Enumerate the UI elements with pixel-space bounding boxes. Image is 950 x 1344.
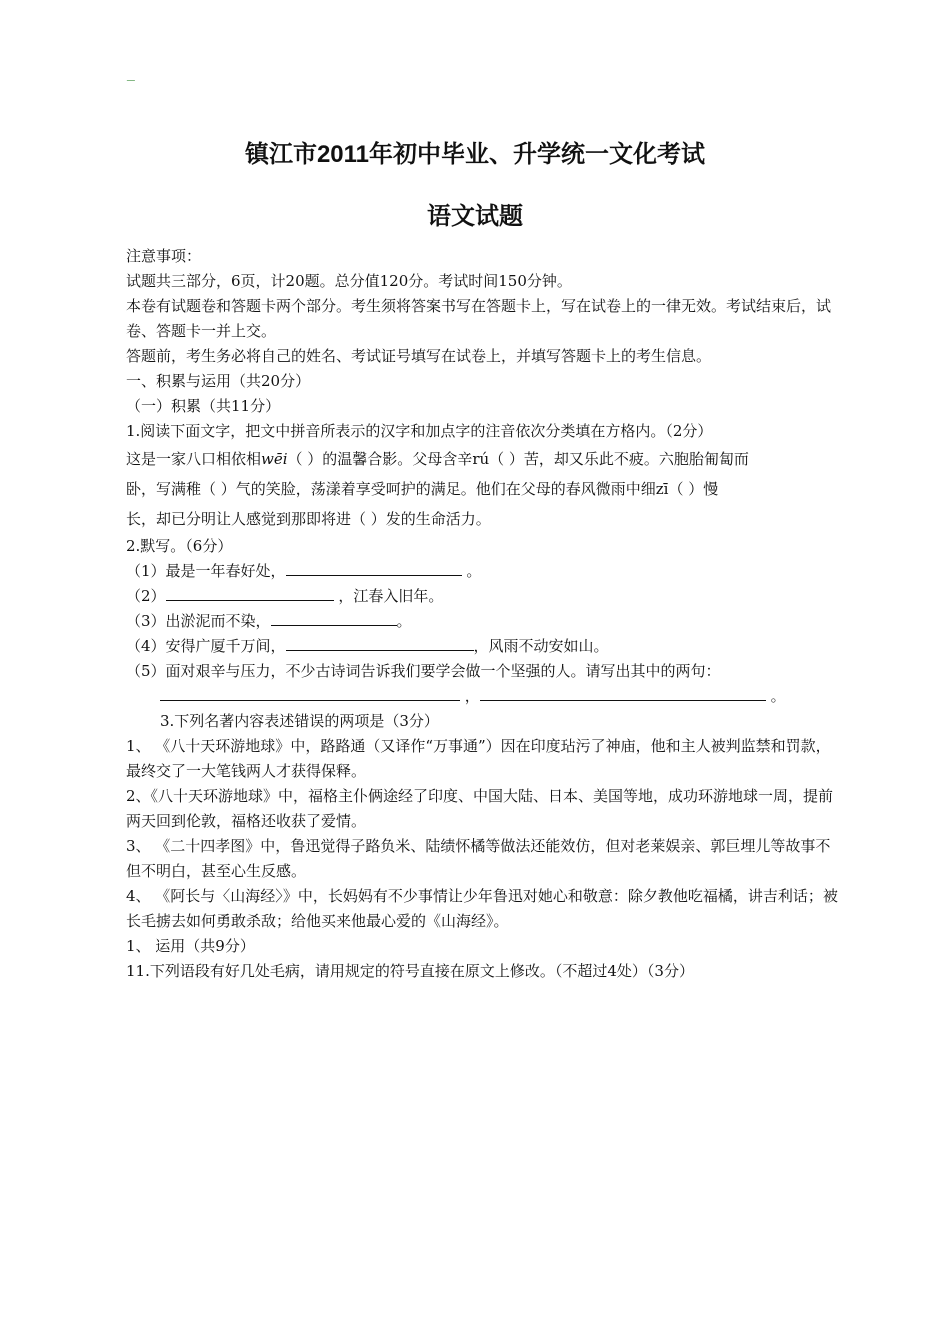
answer-blank[interactable] bbox=[480, 686, 766, 701]
recite-item-5: （5）面对艰辛与压力，不少古诗词告诉我们要学会做一个坚强的人。请写出其中的两句： bbox=[126, 662, 721, 680]
answer-blank[interactable] bbox=[166, 586, 334, 601]
exam-title: 镇江市2011年初中毕业、升学统一文化考试 bbox=[244, 141, 706, 168]
notice-item: 本卷有试题卷和答题卡两个部分。考生须将答案书写在答题卡上，写在试卷上的一律无效。考试结束后，试卷、答题卡一并上交。 bbox=[126, 297, 832, 340]
question-2-stem: 2.默写。（6分） bbox=[126, 537, 233, 555]
question-3-option: 3、 《二十四孝图》中，鲁迅觉得子路负米、陆绩怀橘等做法还能效仿，但对老莱娱亲、郭巨埋儿等故事不但不明白，甚至心生反感。 bbox=[126, 837, 831, 880]
part1-heading: 一、积累与运用（共20分） bbox=[126, 372, 311, 390]
question-3-option: 4、 《阿长与〈山海经〉》中，长妈妈有不少事情让少年鲁迅对她心和敬意：除夕教他吃福橘，讲吉利话；被长毛掳去如何勇敢杀敌；给他买来他最心爱的《山海经》。 bbox=[126, 887, 838, 930]
answer-blank[interactable] bbox=[286, 636, 474, 651]
notice-item: 试题共三部分，6页，计20题。总分值120分。考试时间150分钟。 bbox=[126, 272, 572, 290]
section-heading: （一）积累（共11分） bbox=[126, 397, 281, 415]
question-3-option: 2、《八十天环游地球》中，福格主仆俩途经了印度、中国大陆、日本、美国等地，成功环游地球一周，提前两天回到伦敦，福格还收获了爱情。 bbox=[126, 787, 834, 830]
pinyin-ru: rú bbox=[472, 450, 490, 468]
notice-heading: 注意事项： bbox=[126, 247, 202, 265]
answer-blank[interactable] bbox=[286, 561, 462, 576]
recite-item-4: （4）安得广厦千万间， ，风雨不动安如山。 bbox=[126, 637, 609, 655]
question-1-passage-line: 卧，写满稚（ ）气的笑脸，荡漾着享受呵护的满足。他们在父母的春风微雨中细zī（ ）慢 bbox=[126, 480, 719, 498]
notice-item: 答题前，考生务必将自己的姓名、考试证号填写在试卷上，并填写答题卡上的考生信息。 bbox=[126, 347, 712, 365]
question-1-passage-line: 长，却已分明让人感觉到那即将进（ ）发的生命活力。 bbox=[126, 510, 491, 528]
recite-item-1: （1）最是一年春好处， 。 bbox=[126, 562, 482, 580]
pinyin-zi: zī bbox=[655, 480, 669, 498]
question-3-stem: 3.下列名著内容表述错误的两项是（3分） bbox=[160, 712, 439, 730]
section-heading: 1、 运用（共9分） bbox=[126, 937, 255, 955]
question-1-stem: 1.阅读下面文字，把文中拼音所表示的汉字和加点字的注音依次分类填在方格内。（2分） bbox=[126, 422, 713, 440]
pinyin-wei: wēi bbox=[261, 450, 288, 468]
exam-body bbox=[126, 244, 838, 984]
answer-blank[interactable] bbox=[160, 686, 460, 701]
corner-mark: _ bbox=[127, 66, 135, 82]
recite-item-3: （3）出淤泥而不染， 。 bbox=[126, 612, 412, 630]
question-3-option: 1、 《八十天环游地球》中，路路通（又译作“万事通”）因在印度玷污了神庙，他和主人被判监禁和罚款，最终交了一大笔钱两人才获得保释。 bbox=[126, 737, 831, 780]
recite-item-2: （2） ，江春入旧年。 bbox=[126, 587, 444, 605]
answer-blank[interactable] bbox=[271, 611, 397, 626]
exam-subtitle: 语文试题 bbox=[427, 203, 523, 230]
recite-item-5-blanks: ， 。 bbox=[126, 684, 838, 709]
question-1-passage: 这是一家八口相依相wēi（ ）的温馨合影。父母含辛rú（ ）苦，却又乐此不疲。六胞胎匍匐而 bbox=[126, 450, 749, 468]
question-11-stem: 11.下列语段有好几处毛病，请用规定的符号直接在原文上修改。（不超过4处）（3分） bbox=[126, 962, 694, 980]
